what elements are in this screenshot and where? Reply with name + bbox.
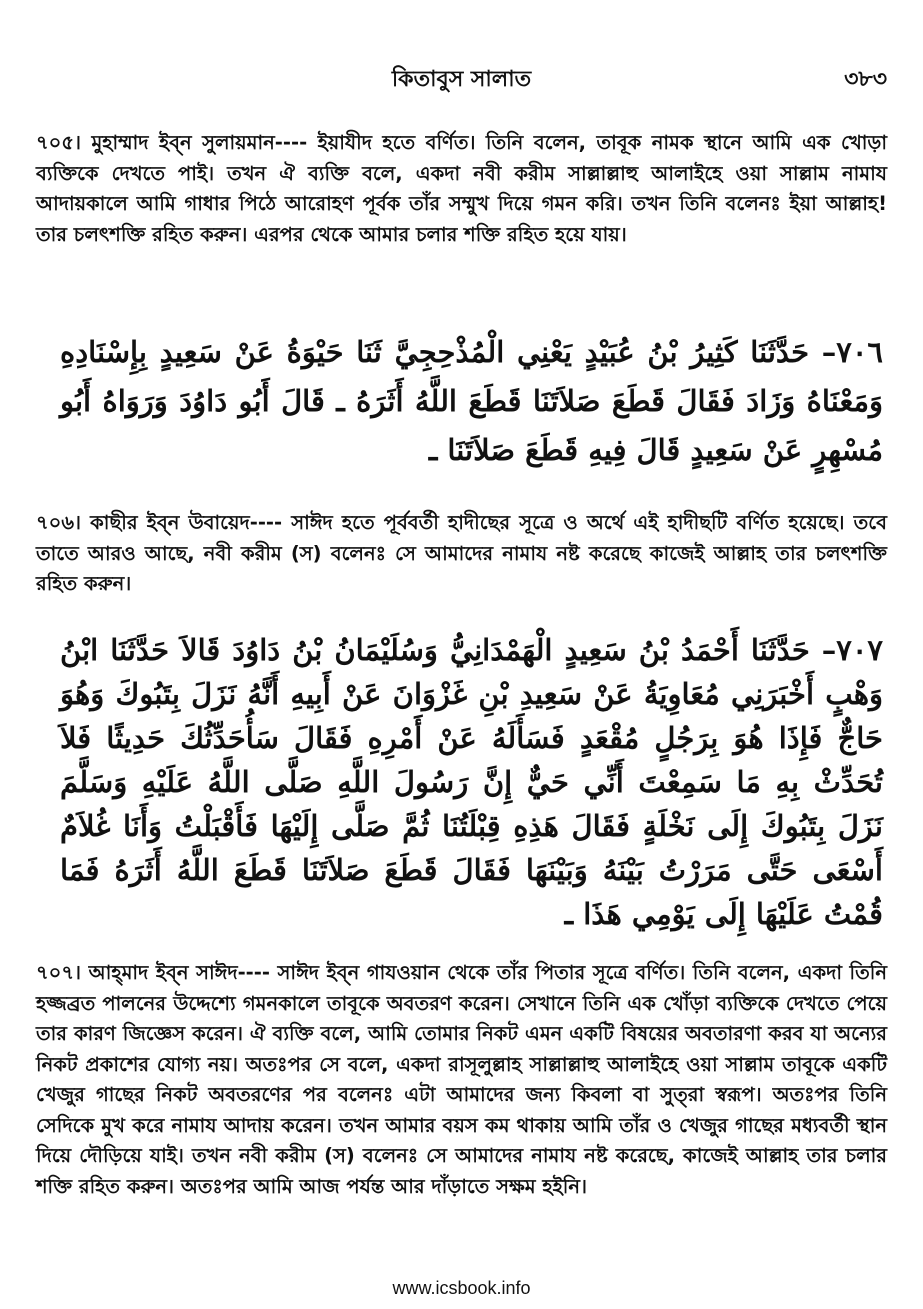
page-number: ৩৮৩ (844, 67, 887, 92)
footer-url: www.icsbook.info (392, 1278, 531, 1298)
hadith-707-bengali: ৭০৭। আহ্‌মাদ ইব্‌ন সাঈদ---- সাঈদ ইব্‌ন গাযওয়ান থেকে তাঁর পিতার সূত্রে বর্ণিত। তিনি বলেন, একদা তিনি হজ্জব্রত পালনের উদ্দেশ্যে গমনকালে তাবূকে অবতরণ করেন। সেখানে তিনি এক খোঁড়া ব্যক্তিকে দেখতে পেয়ে তার কারণ জিজ্ঞেস করেন। ঐ ব্যক্তি বলে, আমি তোমার নিকট এমন একটি বিষয়ের অবতারণা করব যা অন্যের নিকট প্রকাশের যোগ্য নয়। অতঃপর সে বলে, একদা রাসূলুল্লাহ সাল্লাল্লাহু আলাইহে ওয়া সাল্লাম তাবূকে একটি খেজুর গাছের নিকট অবতরণের পর বলেনঃ এটা আমাদের জন্য কিবলা বা সুত্‌রা স্বরূপ। অতঃপর তিনি সেদিকে মুখ করে নামায আদায় করেন। তখন আমার বয়স কম থাকায় আমি তাঁর ও খেজুর গাছের মধ্যবর্তী স্থান দিয়ে দৌড়িয়ে যাই। তখন নবী করীম (স) বলেনঃ সে আমাদের নামায নষ্ট করেছে, কাজেই আল্লাহ তার চলার শক্তি রহিত করুন। অতঃপর আমি আজ পর্যন্ত আর দাঁড়াতে সক্ষম হইনি। (36, 961, 887, 1198)
header-title: কিতাবুস সালাত (391, 67, 532, 92)
page-header (36, 62, 887, 96)
hadith-705-bengali: ৭০৫। মুহাম্মাদ ইব্‌ন সুলায়মান---- ইয়াযীদ হতে বর্ণিত। তিনি বলেন, তাবূক নামক স্থানে আমি এক খোড়া ব্যক্তিকে দেখতে পাই। তখন ঐ ব্যক্তি বলে, একদা নবী করীম সাল্লাল্লাহু আলাইহে ওয়া সাল্লাম নামায আদায়কালে আমি গাধার পিঠে আরোহণ পূর্বক তাঁর সম্মুখ দিয়ে গমন করি। তখন তিনি বলেনঃ ইয়া আল্লাহ! তার চলৎশক্তি রহিত করুন। এরপর থেকে আমার চলার শক্তি রহিত হয়ে যায়। (36, 131, 887, 246)
hadith-706-arabic: ٧٠٦– حَدَّثَنَا كَثِيرُ بْنُ عُبَيْدٍ يَعْنِي الْمُذْحِجِيَّ ثَنَا حَيْوَةُ عَنْ سَعِيدٍ بِإِسْنَادِهِ وَمَعْنَاهُ وَزَادَ فَقَالَ قَطَعَ صَلاَتَنَا قَطَعَ اللَّهُ أَثَرَهُ ـ قَالَ أَبُو دَاوُدَ وَرَوَاهُ أَبُو مُسْهِرٍ عَنْ سَعِيدٍ قَالَ فِيهِ قَطَعَ صَلاَتَنَا ـ (60, 335, 883, 467)
hadith-706-bengali: ৭০৬। কাছীর ইব্‌ন উবায়েদ---- সাঈদ হতে পূর্ববর্তী হাদীছের সূত্রে ও অর্থে এই হাদীছটি বর্ণিত হয়েছে। তবে তাতে আরও আছে, নবী করীম (স) বলেনঃ সে আমাদের নামায নষ্ট করেছে কাজেই আল্লাহ তার চলৎশক্তি রহিত করুন। (36, 511, 887, 595)
hadith-707-arabic: ٧٠٧– حَدَّثَنَا أَحْمَدُ بْنُ سَعِيدٍ الْهَمْدَانِيُّ وَسُلَيْمَانُ بْنُ دَاوُدَ قَالاَ حَدَّثَنَا ابْنُ وَهْبٍ أَخْبَرَنِي مُعَاوِيَةُ عَنْ سَعِيدِ بْنِ غَزْوَانَ عَنْ أَبِيهِ أَنَّهُ نَزَلَ بِتَبُوكَ وَهُوَ حَاجٌّ فَإِذَا هُوَ بِرَجُلٍ مُقْعَدٍ فَسَأَلَهُ عَنْ أَمْرِهِ فَقَالَ سَأُحَدِّثُكَ حَدِيثًا فَلاَ تُحَدِّثْ بِهِ مَا سَمِعْتَ أَنِّي حَيٌّ إِنَّ رَسُولَ اللَّهِ صَلَّى اللَّهُ عَلَيْهِ وَسَلَّمَ نَزَلَ بِتَبُوكَ إِلَى نَخْلَةٍ فَقَالَ هَذِهِ قِبْلَتُنَا ثُمَّ صَلَّى إِلَيْهَا فَأَقْبَلْتُ وَأَنَا غُلاَمٌ أَسْعَى حَتَّى مَرَرْتُ بَيْنَهُ وَبَيْنَهَا فَقَالَ قَطَعَ صَلاَتَنَا قَطَعَ اللَّهُ أَثَرَهُ فَمَا قُمْتُ عَلَيْهَا إِلَى يَوْمِي هَذَا ـ (60, 633, 883, 931)
